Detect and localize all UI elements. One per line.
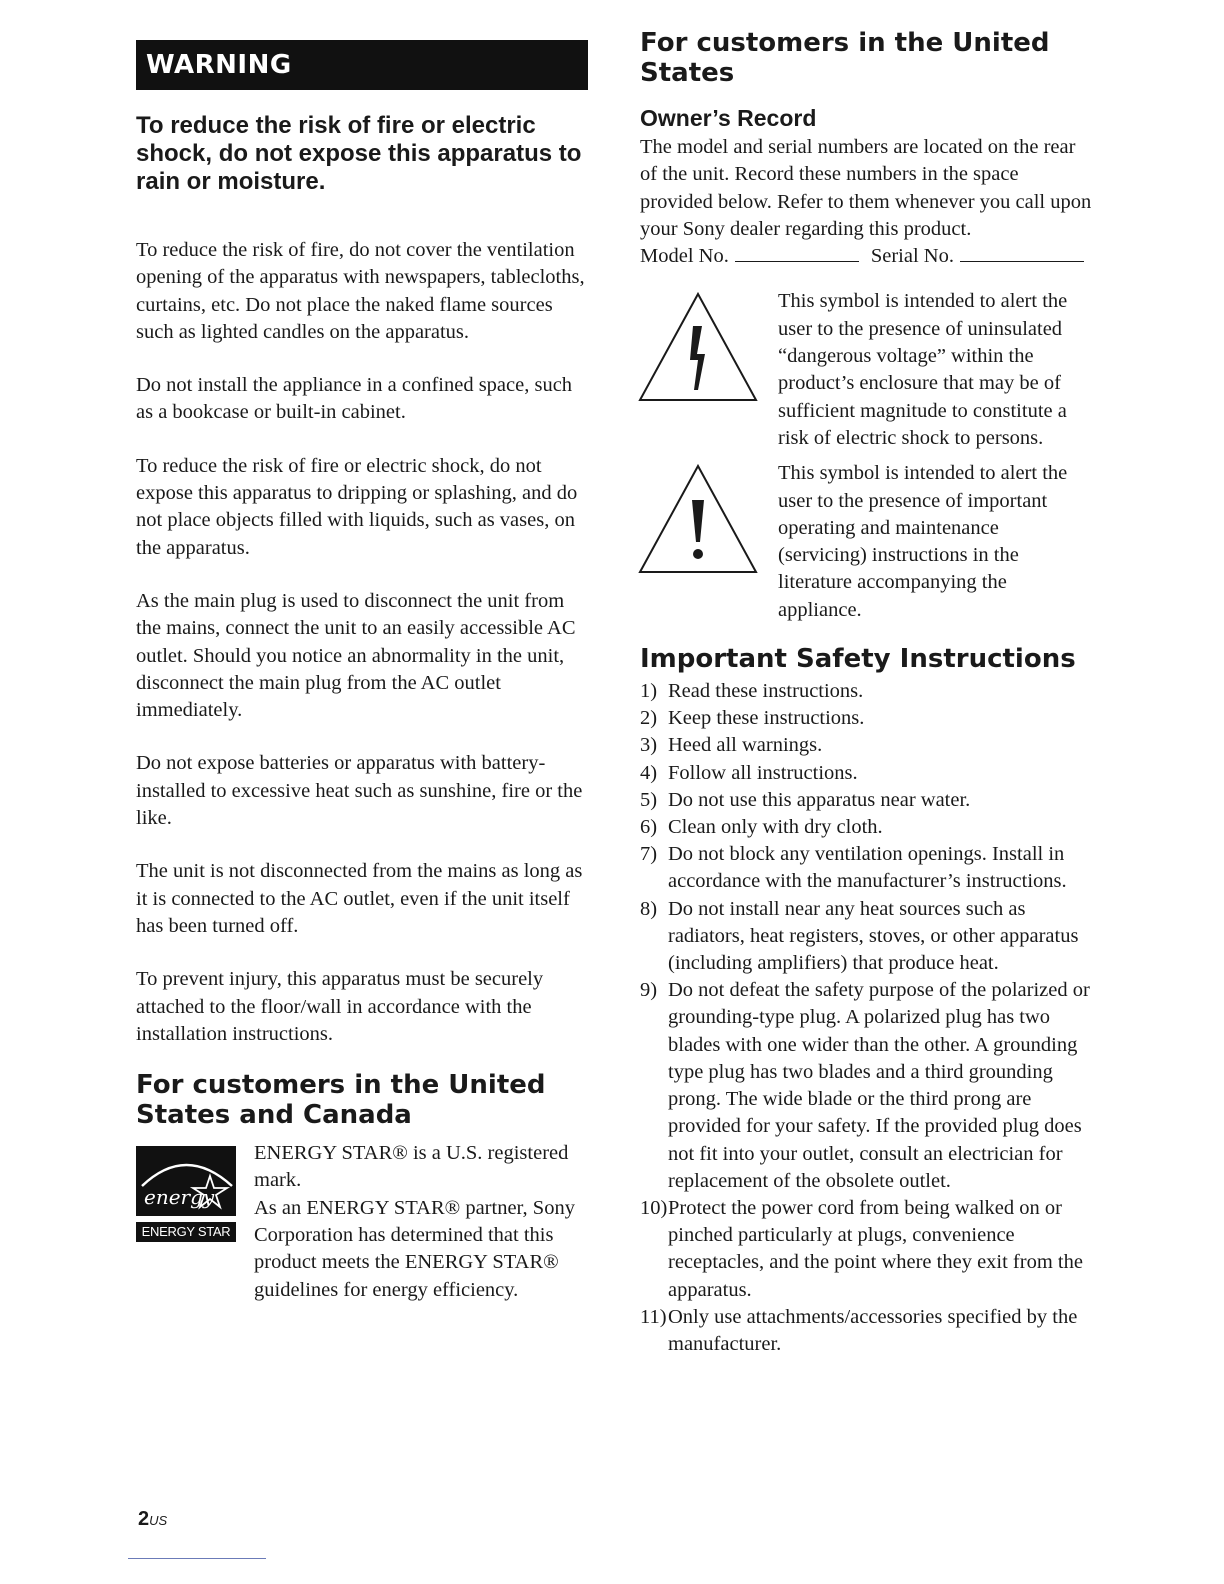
- model-label: Model No.: [640, 245, 729, 268]
- us-heading: For customers in the United States: [640, 28, 1050, 88]
- model-blank-line: [735, 243, 859, 262]
- warning-paragraph: To prevent injury, this apparatus must be securely attached to the floor/wall in accordance with the installation instructions.: [136, 968, 544, 1045]
- safety-heading: Important Safety Instructions: [640, 644, 1076, 675]
- list-item: 10) Protect the power cord from being walked on or pinched particularly at plugs, convenience receptacles, and the point where they exit from the apparatus.: [640, 1196, 1083, 1301]
- page-number: 2US: [138, 1508, 168, 1530]
- us-canada-heading: For customers in the United States and Canada: [136, 1070, 546, 1131]
- list-item: 2) Keep these instructions.: [640, 707, 865, 730]
- energy-star-icon: [136, 1146, 236, 1216]
- energy-star-label: ENERGY STAR: [136, 1222, 236, 1242]
- list-item: 11) Only use attachments/accessories specified by the manufacturer.: [640, 1305, 1078, 1355]
- symbol-block: [640, 288, 1092, 452]
- energy-text-1: ENERGY STAR® is a U.S. registered mark.: [254, 1142, 569, 1192]
- warning-paragraph: Do not install the appliance in a confined space, such as a bookcase or built-in cabinet.: [136, 374, 573, 424]
- list-item: 8) Do not install near any heat sources such as radiators, heat registers, stoves, or other apparatus (including amplifiers) that produce heat.: [640, 897, 1079, 975]
- energy-star-logo: [136, 1146, 236, 1304]
- list-item: 4) Follow all instructions.: [640, 761, 858, 784]
- owners-record-paragraph: The model and serial numbers are located on the rear of the unit. Record these numbers in the space provided below. Refer to them whenever you call upon your Sony dealer regarding this product.: [640, 136, 1092, 240]
- symbol-text: This symbol is intended to alert the user to the presence of uninsulated “dangerous voltage” within the product’s enclosure that may be of sufficient magnitude to constitute a risk of electric shock to persons.: [778, 290, 1068, 449]
- left-column: [136, 40, 588, 1304]
- serial-blank-line: [960, 243, 1084, 262]
- list-item: 7) Do not block any ventilation openings. Install in accordance with the manufacturer’s instructions.: [640, 843, 1067, 893]
- exclamation-warning-icon: [636, 460, 766, 624]
- footer-divider: [128, 1558, 266, 1559]
- list-item: 1) Read these instructions.: [640, 680, 864, 703]
- warning-paragraph: As the main plug is used to disconnect the unit from the mains, connect the unit to an easily accessible AC outlet. Should you notice an abnormality in the unit, disconnect the main plug from the AC outlet immediately.: [136, 589, 576, 722]
- serial-label: Serial No.: [870, 245, 954, 268]
- list-item: 6) Clean only with dry cloth.: [640, 816, 883, 839]
- energy-star-text: [254, 1140, 588, 1304]
- right-column: [640, 28, 1092, 1358]
- warning-paragraph: To reduce the risk of fire, do not cover the ventilation opening of the apparatus with newspapers, tablecloths, curtains, etc. Do not place the naked flame sources such as lighted candles on the apparatus.: [136, 239, 585, 343]
- energy-star-section: [136, 1140, 588, 1304]
- warning-paragraph: To reduce the risk of fire or electric shock, do not expose this apparatus to dripping or splashing, and do not place objects filled with liquids, such as vases, on the apparatus.: [136, 454, 578, 559]
- warning-banner: WARNING: [136, 40, 588, 90]
- symbol-block: [640, 460, 1092, 624]
- warning-paragraph: Do not expose batteries or apparatus with battery-installed to excessive heat such as sunshine, fire or the like.: [136, 752, 583, 830]
- owners-record-heading: Owner’s Record: [640, 105, 817, 131]
- symbol-text: This symbol is intended to alert the user to the presence of important operating and maintenance (servicing) instructions in the literature accompanying the appliance.: [778, 462, 1068, 621]
- list-item: 9) Do not defeat the safety purpose of the polarized or grounding-type plug. A polarized plug has two blades with one wider than the other. A grounding type plug has two blades and a third grounding prong. The wide blade or the third prong are provided for your safety. If the provided plug does not fit into your outlet, consult an electrician for replacement of the obsolete outlet.: [640, 979, 1090, 1192]
- list-item: 5) Do not use this apparatus near water.: [640, 788, 971, 811]
- model-serial-line: [640, 243, 1092, 270]
- energy-script-text: energy: [144, 1185, 215, 1210]
- list-item: 3) Heed all warnings.: [640, 734, 823, 757]
- energy-text-2: As an ENERGY STAR® partner, Sony Corporation has determined that this product meets the ENERGY STAR® guidelines for energy efficiency.: [254, 1196, 575, 1301]
- lightning-warning-icon: [636, 288, 766, 452]
- warning-paragraph: The unit is not disconnected from the mains as long as it is connected to the AC outlet, even if the unit itself has been turned off.: [136, 860, 583, 937]
- safety-list: [640, 678, 1092, 1358]
- warning-headline: To reduce the risk of fire or electric shock, do not expose this apparatus to rain or moisture.: [136, 112, 582, 195]
